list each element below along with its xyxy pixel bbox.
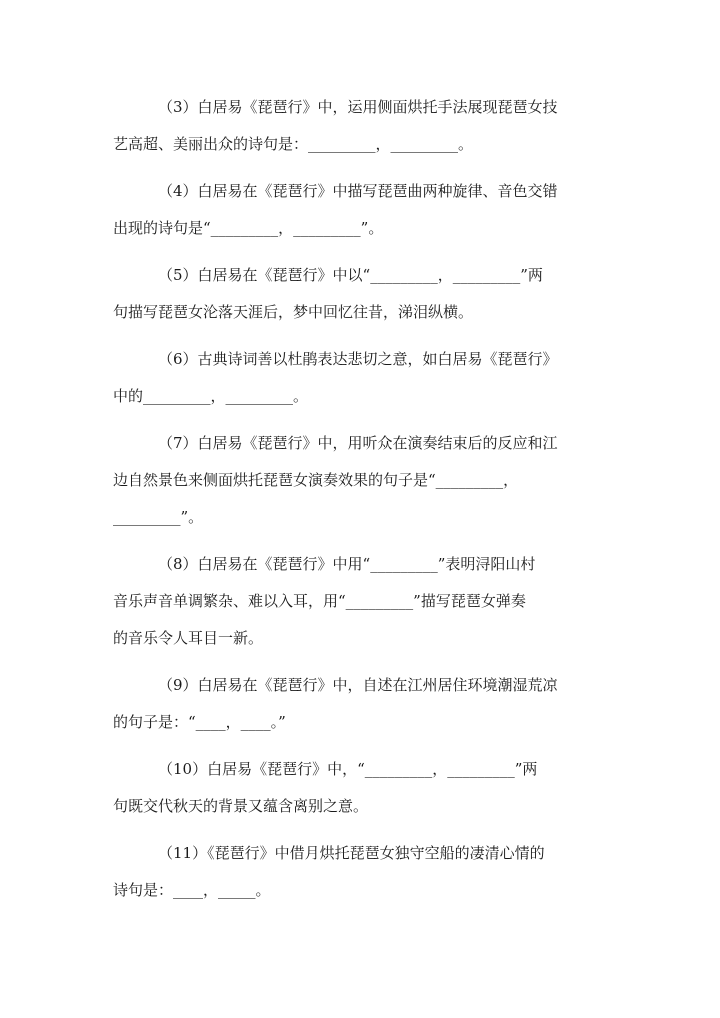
question-line: 的句子是：“____，____。” — [113, 713, 286, 731]
question-line: 的音乐令人耳目一新。 — [113, 629, 264, 647]
question-8 — [113, 546, 613, 657]
question-line: 艺高超、美丽出众的诗句是：_________，_________。 — [113, 135, 474, 153]
question-list — [113, 89, 613, 909]
question-line: 中的_________，_________。 — [113, 387, 309, 405]
question-7 — [113, 425, 613, 536]
question-line: 句既交代秋天的背景又蕴含离别之意。 — [113, 797, 369, 815]
question-line: （11）《琵琶行》中借月烘托琵琶女独守空船的凄清心情的 — [158, 844, 545, 862]
question-3 — [113, 89, 613, 163]
question-line: 诗句是：____，_____。 — [113, 881, 271, 899]
question-line: （5）白居易在《琵琶行》中以“_________，_________”两 — [158, 266, 543, 284]
question-line: 句描写琵琶女沦落天涯后，梦中回忆往昔，涕泪纵横。 — [113, 303, 474, 321]
question-line: （7）白居易《琵琶行》中，用听众在演奏结束后的反应和江 — [158, 434, 558, 452]
question-11 — [113, 835, 613, 909]
question-line: 音乐声音单调繁杂、难以入耳，用“_________”描写琵琶女弹奏 — [113, 592, 526, 610]
question-line: （4）白居易在《琵琶行》中描写琵琶曲两种旋律、音色交错 — [158, 182, 558, 200]
question-line: （3）白居易《琵琶行》中，运用侧面烘托手法展现琵琶女技 — [158, 98, 558, 116]
question-line: （10）白居易《琵琶行》中，“_________，_________”两 — [158, 760, 538, 778]
question-4 — [113, 173, 613, 247]
question-10 — [113, 751, 613, 825]
question-line: 出现的诗句是“_________，_________”。 — [113, 219, 384, 237]
question-line: （8）白居易在《琵琶行》中用“_________”表明浔阳山村 — [158, 555, 536, 573]
question-line: （9）白居易在《琵琶行》中，自述在江州居住环境潮湿荒凉 — [158, 676, 558, 694]
question-5 — [113, 257, 613, 331]
question-9 — [113, 667, 613, 741]
question-line: 边自然景色来侧面烘托琵琶女演奏效果的句子是“_________， — [113, 471, 519, 489]
question-line: （6）古典诗词善以杜鹃表达悲切之意，如白居易《琵琶行》 — [158, 350, 558, 368]
question-6 — [113, 341, 613, 415]
question-line: _________”。 — [113, 508, 204, 526]
